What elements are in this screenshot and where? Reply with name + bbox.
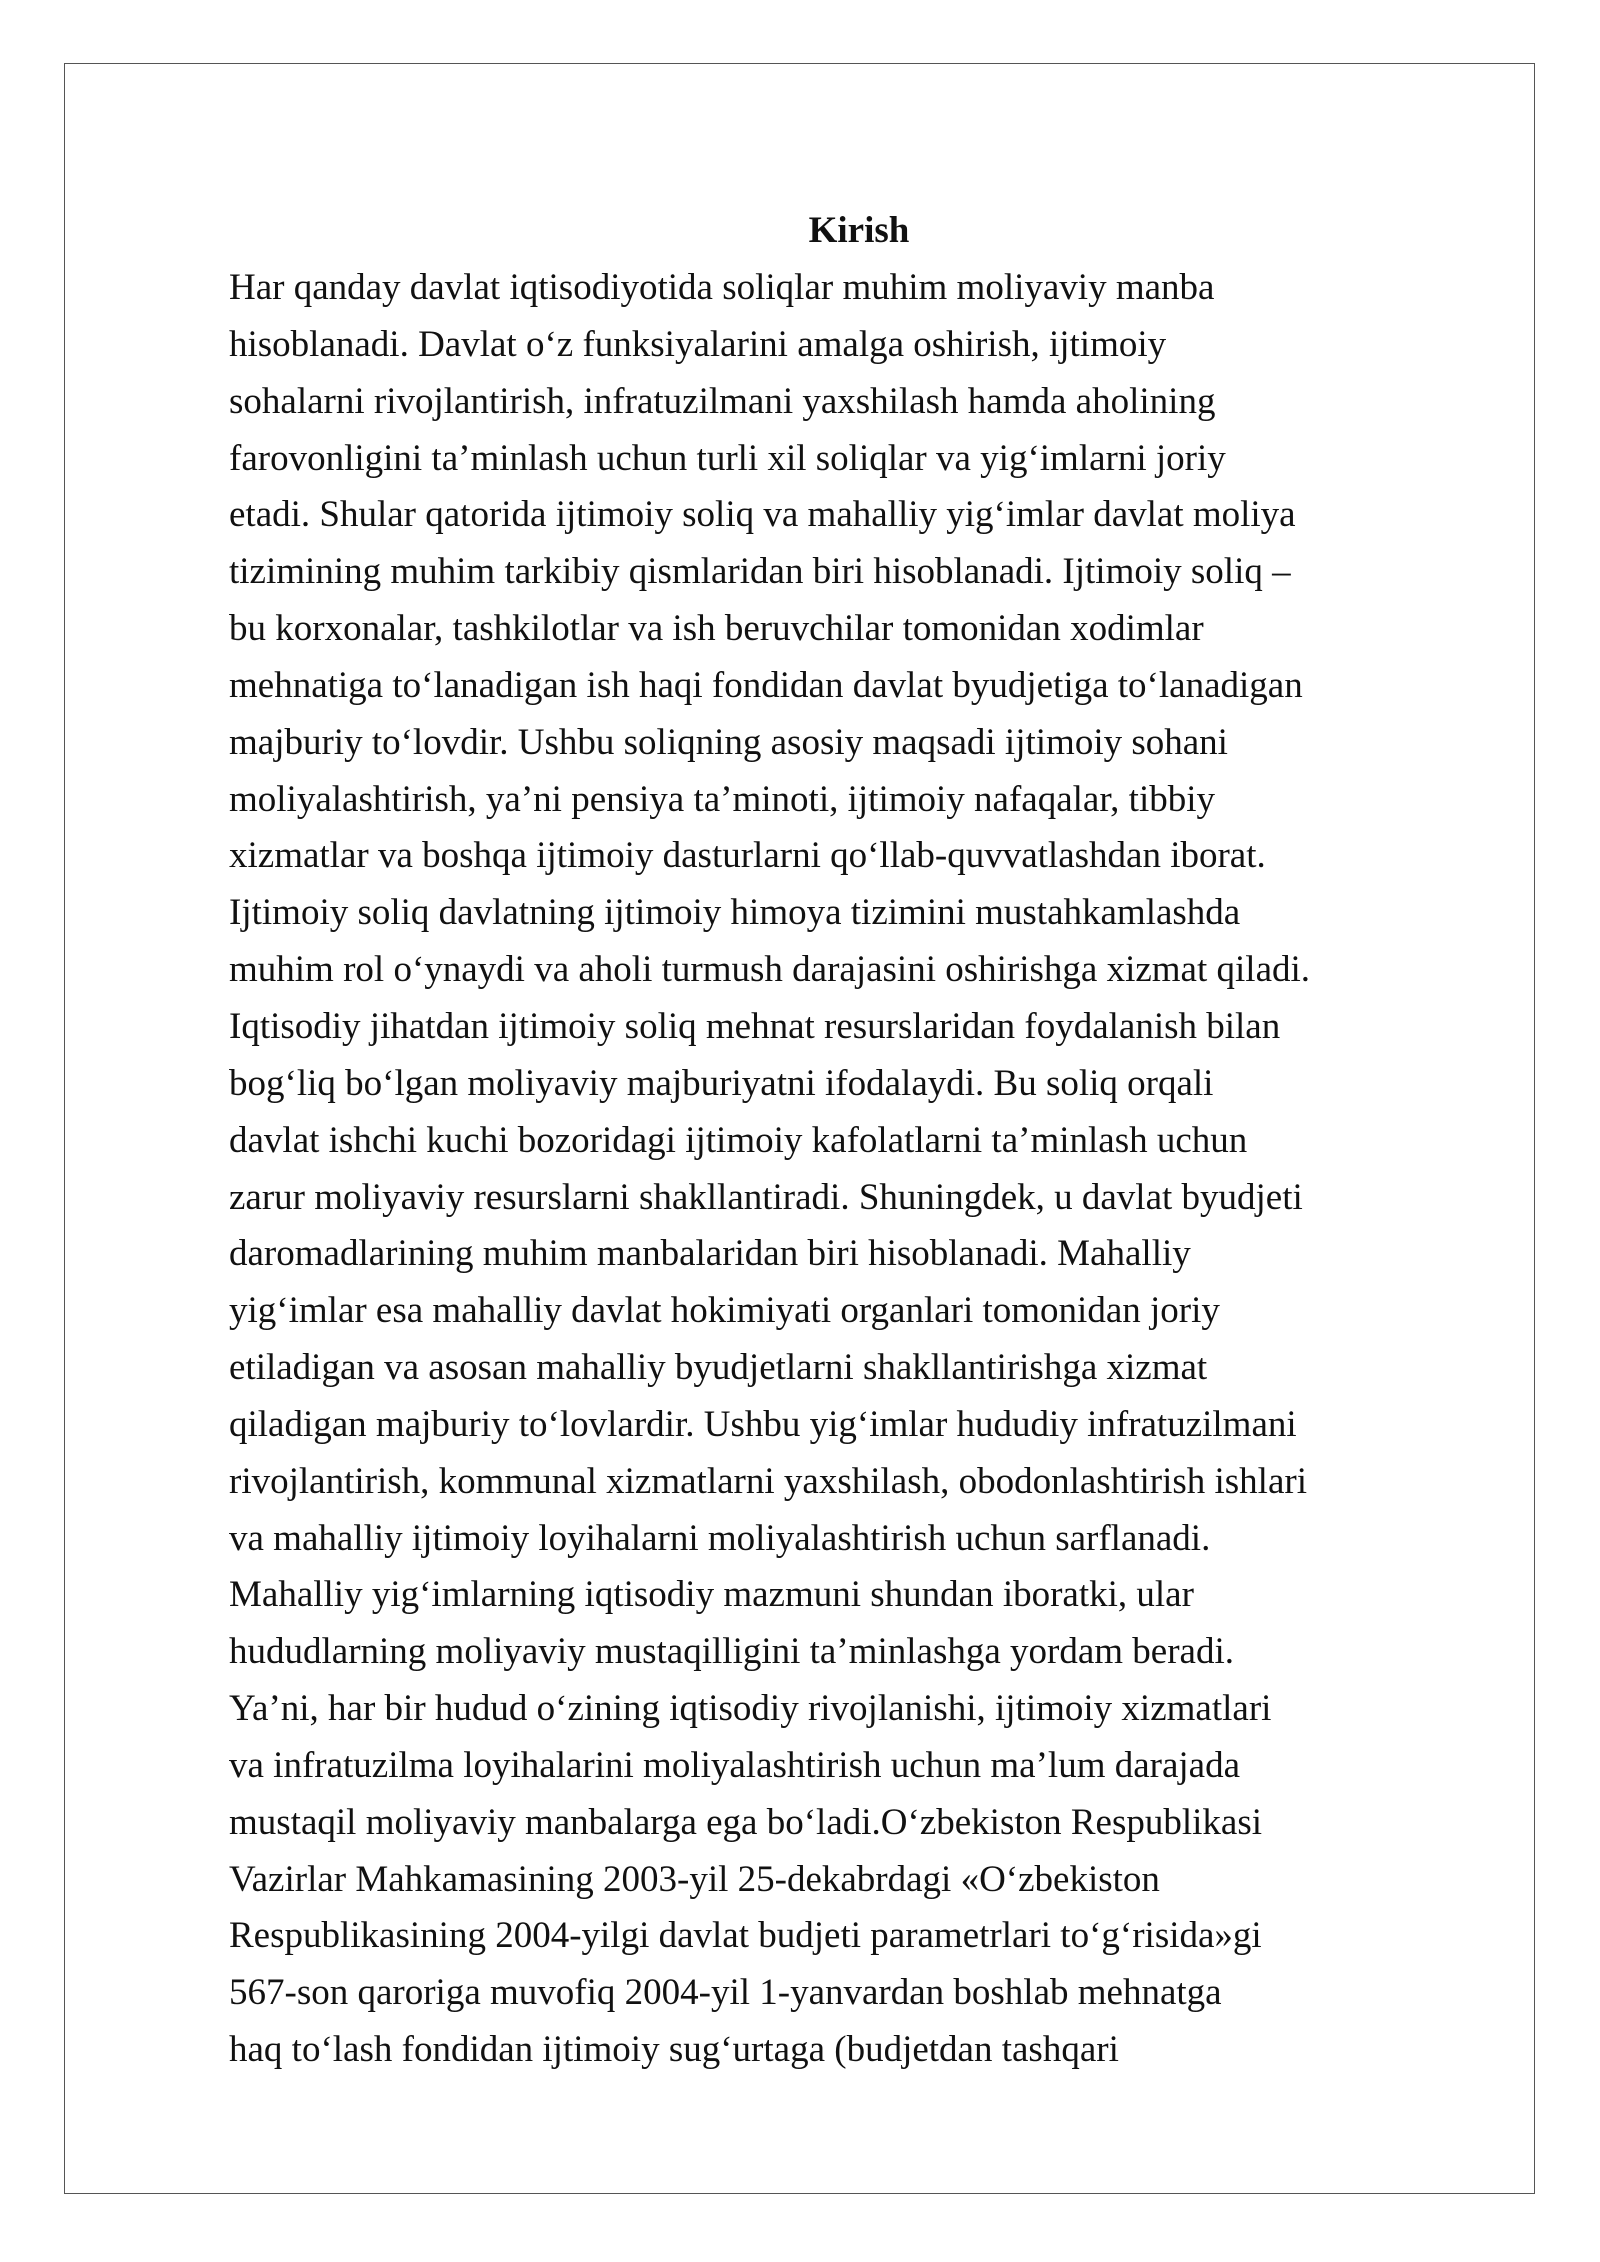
text-line: etadi. Shular qatorida ijtimoiy soliq va mahalliy yig‘imlar davlat moliya — [229, 494, 1296, 536]
paragraph — [229, 260, 1509, 2079]
text-line: tizimining muhim tarkibiy qismlaridan biri hisoblanadi. Ijtimoiy soliq – — [229, 551, 1291, 593]
text-line: Har qanday davlat iqtisodiyotida soliqlar muhim moliyaviy manba — [229, 267, 1215, 308]
text-line: yig‘imlar esa mahalliy davlat hokimiyati organlari tomonidan joriy — [229, 1290, 1220, 1332]
text-line: rivojlantirish, kommunal xizmatlarni yaxshilash, obodonlashtirish ishlari — [229, 1460, 1307, 1502]
text-line: va infratuzilma loyihalarini moliyalashtirish uchun ma’lum darajada — [229, 1744, 1241, 1786]
text-line: hisoblanadi. Davlat o‘z funksiyalarini amalga oshirish, ijtimoiy — [229, 323, 1167, 365]
document-body — [229, 208, 1509, 2079]
text-line: majburiy to‘lovdir. Ushbu soliqning asosiy maqsadi ijtimoiy sohani — [229, 721, 1228, 763]
document-title: Kirish — [808, 210, 910, 251]
text-line: muhim rol o‘ynaydi va aholi turmush darajasini oshirishga xizmat qiladi. — [229, 949, 1311, 991]
text-line: xizmatlar va boshqa ijtimoiy dasturlarni qo‘llab-quvvatlashdan iborat. — [229, 835, 1266, 877]
text-line: bu korxonalar, tashkilotlar va ish beruvchilar tomonidan xodimlar — [229, 608, 1204, 650]
text-line: zarur moliyaviy resurslarni shakllantiradi. Shuningdek, u davlat byudjeti — [229, 1176, 1303, 1218]
text-line: 567-son qaroriga muvofiq 2004-yil 1-yanvardan boshlab mehnatga — [229, 1972, 1222, 2014]
text-line: va mahalliy ijtimoiy loyihalarni moliyalashtirish uchun sarflanadi. — [229, 1517, 1211, 1559]
text-line: Respublikasining 2004-yilgi davlat budjeti parametrlari to‘g‘risida»gi — [229, 1915, 1262, 1957]
text-line: haq to‘lash fondidan ijtimoiy sug‘urtaga (budjetdan tashqari — [229, 2029, 1119, 2071]
text-line: Mahalliy yig‘imlarning iqtisodiy mazmuni shundan iboratki, ular — [229, 1574, 1194, 1616]
text-line: Vazirlar Mahkamasining 2003-yil 25-dekabrdagi «O‘zbekiston — [229, 1858, 1160, 1900]
text-line: mustaqil moliyaviy manbalarga ega bo‘ladi.O‘zbekiston Respublikasi — [229, 1801, 1263, 1843]
text-line: daromadlarining muhim manbalaridan biri hisoblanadi. Mahalliy — [229, 1233, 1191, 1275]
text-line: bog‘liq bo‘lgan moliyaviy majburiyatni ifodalaydi. Bu soliq orqali — [229, 1062, 1214, 1104]
text-line: Ya’ni, har bir hudud o‘zining iqtisodiy rivojlanishi, ijtimoiy xizmatlari — [229, 1688, 1272, 1730]
text-line: mehnatiga to‘lanadigan ish haqi fondidan davlat byudjetiga to‘lanadigan — [229, 664, 1303, 706]
text-line: qiladigan majburiy to‘lovlardir. Ushbu yig‘imlar hududiy infratuzilmani — [229, 1403, 1297, 1445]
text-line: etiladigan va asosan mahalliy byudjetlarni shakllantirishga xizmat — [229, 1347, 1208, 1389]
text-line: Ijtimoiy soliq davlatning ijtimoiy himoya tizimini mustahkamlashda — [229, 892, 1241, 934]
text-line: davlat ishchi kuchi bozoridagi ijtimoiy kafolatlarni ta’minlash uchun — [229, 1119, 1248, 1161]
text-line: moliyalashtirish, ya’ni pensiya ta’minoti, ijtimoiy nafaqalar, tibbiy — [229, 778, 1216, 820]
text-line: farovonligini ta’minlash uchun turli xil soliqlar va yig‘imlarni joriy — [229, 437, 1226, 479]
text-line: sohalarni rivojlantirish, infratuzilmani yaxshilash hamda aholining — [229, 380, 1216, 422]
text-line: hududlarning moliyaviy mustaqilligini ta’minlashga yordam beradi. — [229, 1631, 1234, 1673]
text-line: Iqtisodiy jihatdan ijtimoiy soliq mehnat resurslaridan foydalanish bilan — [229, 1005, 1281, 1047]
